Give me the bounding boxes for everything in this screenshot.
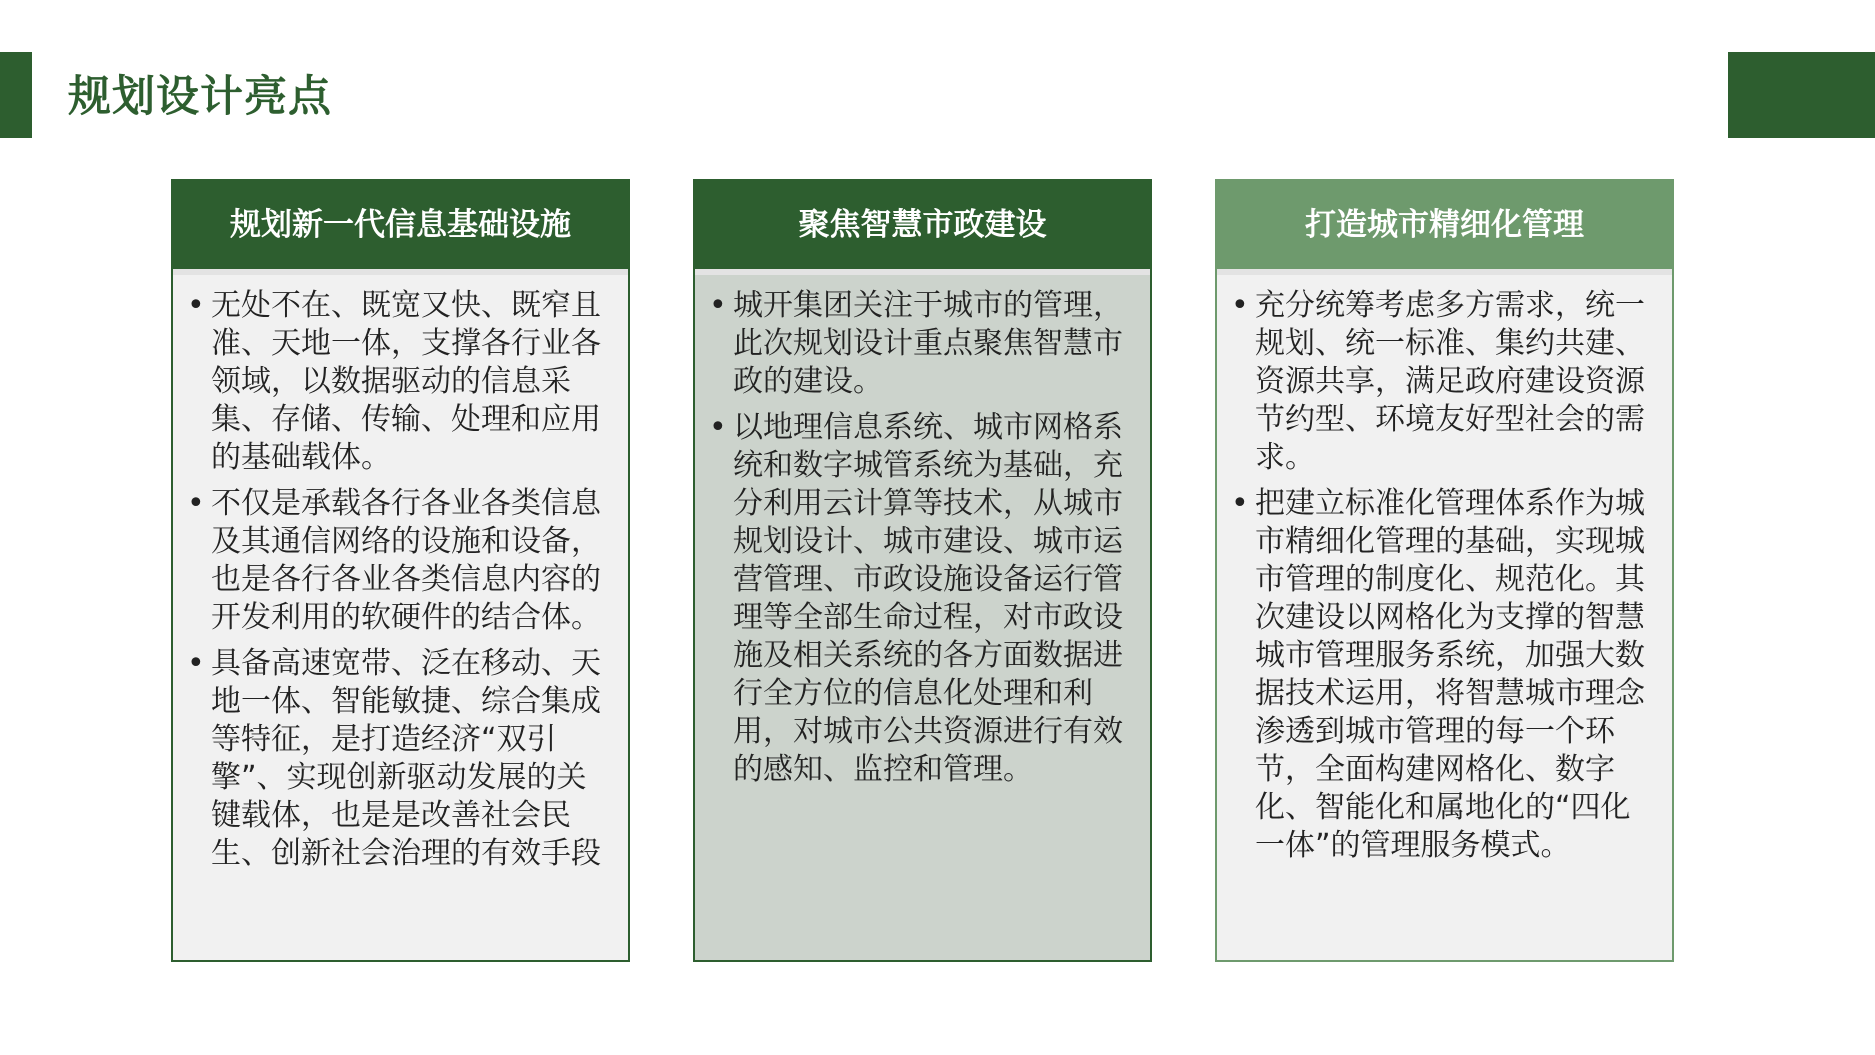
bullet-list <box>173 275 628 873</box>
title-accent-bar-right <box>1728 52 1875 138</box>
card-title: 聚焦智慧市政建设 <box>695 181 1150 275</box>
card-infrastructure <box>171 179 630 962</box>
bullet-item: • 城开集团关注于城市的管理，此次规划设计重点聚焦智慧市政的建设。 <box>709 287 1136 401</box>
bullet-item: • 充分统筹考虑多方需求，统一规划、统一标准、集约共建、资源共享，满足政府建设资源节约型、环境友好型社会的需求。 <box>1231 287 1658 477</box>
bullet-list <box>695 275 1150 789</box>
title-accent-bar-left <box>0 52 32 138</box>
card-title: 规划新一代信息基础设施 <box>173 181 628 275</box>
bullet-item: • 具备高速宽带、泛在移动、天地一体、智能敏捷、综合集成等特征，是打造经济“双引擎”、实现创新驱动发展的关键载体，也是是改善社会民生、创新社会治理的有效手段 <box>187 645 614 873</box>
card-smart-municipal <box>693 179 1152 962</box>
bullet-item: • 不仅是承载各行各业各类信息及其通信网络的设施和设备，也是各行各业各类信息内容的开发利用的软硬件的结合体。 <box>187 485 614 637</box>
card-title: 打造城市精细化管理 <box>1217 181 1672 275</box>
bullet-item: • 无处不在、既宽又快、既窄且准、天地一体，支撑各行业各领域，以数据驱动的信息采集、存储、传输、处理和应用的基础载体。 <box>187 287 614 477</box>
bullet-item: • 以地理信息系统、城市网格系统和数字城管系统为基础，充分利用云计算等技术，从城市规划设计、城市建设、城市运营管理、市政设施设备运行管理等全部生命过程，对市政设施及相关系统的各方面数据进行全方位的信息化处理和利用，对城市公共资源进行有效的感知、监控和管理。 <box>709 409 1136 789</box>
card-fine-management <box>1215 179 1674 962</box>
bullet-item: • 把建立标准化管理体系作为城市精细化管理的基础，实现城市管理的制度化、规范化。其次建设以网格化为支撑的智慧城市管理服务系统，加强大数据技术运用，将智慧城市理念渗透到城市管理的每一个环节，全面构建网格化、数字化、智能化和属地化的“四化一体”的管理服务模式。 <box>1231 485 1658 865</box>
bullet-list <box>1217 275 1672 865</box>
page-title: 规划设计亮点 <box>68 72 332 122</box>
